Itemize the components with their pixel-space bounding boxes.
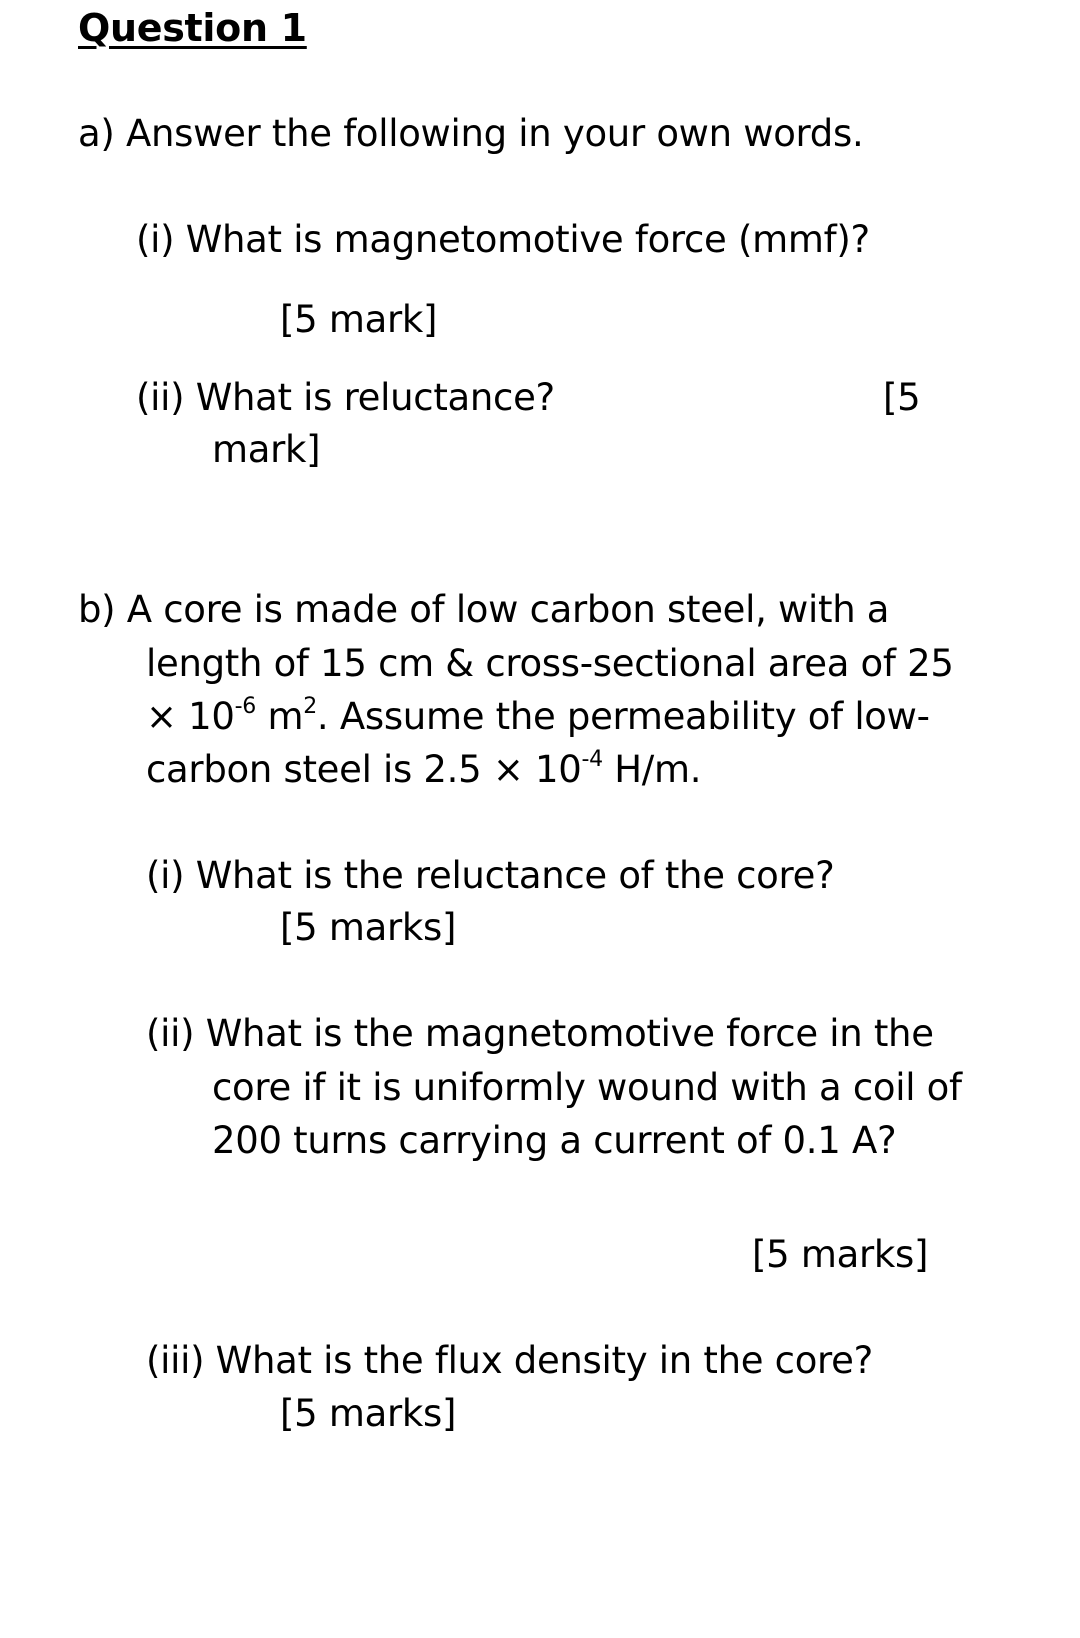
part-a-i-marks: [5 mark] (280, 298, 438, 341)
part-b-intro-line-3 (146, 695, 930, 739)
part-b-area-unit-exponent: 2 (303, 693, 317, 719)
part-b-assumption: . Assume the permeability of low- (316, 695, 930, 738)
part-b-permeability: carbon steel is 2.5 × 10 (146, 748, 582, 791)
part-a-ii-marks-start: [5 (883, 376, 921, 419)
part-b-area-unit: m (256, 695, 304, 738)
part-b-intro-line-4 (146, 748, 701, 792)
part-a-intro: a) Answer the following in your own words. (78, 112, 864, 155)
part-b-permeability-exponent: -4 (581, 746, 603, 772)
part-b-i-marks: [5 marks] (280, 906, 457, 949)
part-b-ii-line-3: 200 turns carrying a current of 0.1 A? (212, 1119, 897, 1162)
part-b-area-exponent: -6 (234, 693, 256, 719)
part-b-permeability-unit: H/m. (602, 748, 702, 791)
part-a-i-text: (i) What is magnetomotive force (mmf)? (136, 218, 870, 261)
part-b-i-text: (i) What is the reluctance of the core? (146, 854, 835, 897)
question-title: Question 1 (78, 6, 307, 50)
part-b-ii-marks: [5 marks] (752, 1233, 929, 1276)
part-b-intro-line-1: b) A core is made of low carbon steel, with a (78, 588, 890, 631)
part-a-ii-marks-end: mark] (212, 428, 321, 471)
part-b-iii-text: (iii) What is the flux density in the core? (146, 1339, 873, 1382)
part-b-area-value: × 10 (146, 695, 235, 738)
part-a-ii-text: (ii) What is reluctance? (136, 376, 555, 419)
part-b-intro-line-2: length of 15 cm & cross-sectional area of 25 (146, 642, 954, 685)
part-b-iii-marks: [5 marks] (280, 1392, 457, 1435)
part-b-ii-line-1: (ii) What is the magnetomotive force in the (146, 1012, 934, 1055)
part-b-ii-line-2: core if it is uniformly wound with a coil of (212, 1066, 962, 1109)
